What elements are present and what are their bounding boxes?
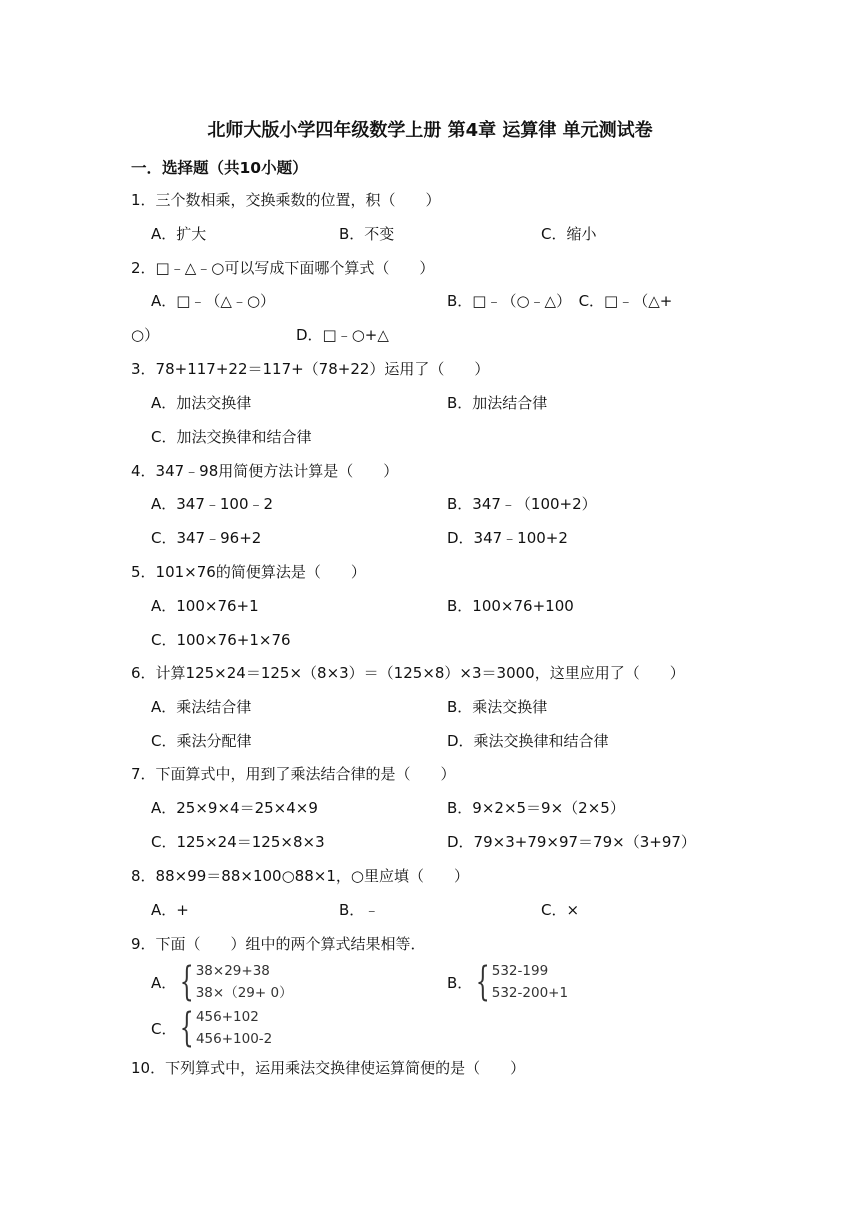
q7-option-b[interactable]: B．9×2×5＝9×（2×5） xyxy=(447,799,625,817)
q2-option-c-continued: ○） xyxy=(131,326,160,344)
q2-option-b-c[interactable]: B．□﹣（○﹣△） C．□﹣（△+ xyxy=(447,292,673,310)
question-5: 5．101×76的简便算法是（ ） xyxy=(131,563,366,581)
q6-option-a[interactable]: A．乘法结合律 xyxy=(151,698,252,716)
question-3: 3．78+117+22＝117+（78+22）运用了（ ） xyxy=(131,360,490,378)
brace-icon: { xyxy=(476,959,491,1005)
q5-option-a[interactable]: A．100×76+1 xyxy=(151,597,259,615)
section-title: 一．选择题（共10小题） xyxy=(131,159,308,177)
question-10: 10．下列算式中，运用乘法交换律使运算简便的是（ ） xyxy=(131,1059,526,1077)
q9-b-expr-1: 532-199 xyxy=(491,963,549,979)
q9-c-expr-1: 456+102 xyxy=(195,1009,259,1025)
q9-option-a[interactable] xyxy=(151,960,293,1004)
brace-icon: { xyxy=(179,959,194,1005)
q5-option-c[interactable]: C．100×76+1×76 xyxy=(151,631,291,649)
q8-option-a[interactable]: A．+ xyxy=(151,901,189,919)
q8-option-b[interactable]: B．﹣ xyxy=(339,901,380,919)
question-4: 4．347﹣98用简便方法计算是（ ） xyxy=(131,462,399,480)
q9-a-expr-2: 38×（29+ 0） xyxy=(195,985,293,1001)
q1-option-a[interactable]: A．扩大 xyxy=(151,225,207,243)
question-2: 2．□﹣△﹣○可以写成下面哪个算式（ ） xyxy=(131,259,435,277)
q9-c-expr-2: 456+100-2 xyxy=(195,1031,273,1047)
q5-option-b[interactable]: B．100×76+100 xyxy=(447,597,574,615)
q2-option-a[interactable]: A．□﹣（△﹣○） xyxy=(151,292,276,310)
q2-option-d[interactable]: D．□﹣○+△ xyxy=(296,326,389,344)
q9-option-c-letter: C． xyxy=(151,1019,177,1038)
question-9: 9．下面（ ）组中的两个算式结果相等． xyxy=(131,935,426,953)
brace-icon: { xyxy=(180,1005,195,1051)
q3-option-b[interactable]: B．加法结合律 xyxy=(447,394,548,412)
question-7: 7．下面算式中，用到了乘法结合律的是（ ） xyxy=(131,765,456,783)
q9-b-expr-2: 532-200+1 xyxy=(491,985,569,1001)
q6-option-d[interactable]: D．乘法交换律和结合律 xyxy=(447,732,609,750)
q6-option-b[interactable]: B．乘法交换律 xyxy=(447,698,548,716)
q9-option-b-letter: B． xyxy=(447,973,473,992)
q3-option-c[interactable]: C．加法交换律和结合律 xyxy=(151,428,312,446)
q9-option-a-letter: A． xyxy=(151,973,177,992)
q8-option-c[interactable]: C．× xyxy=(541,901,580,919)
question-8: 8．88×99＝88×100○88×1，○里应填（ ） xyxy=(131,867,469,885)
q9-option-c[interactable] xyxy=(151,1006,272,1050)
q1-option-c[interactable]: C．缩小 xyxy=(541,225,597,243)
q7-option-c[interactable]: C．125×24＝125×8×3 xyxy=(151,833,325,851)
q1-option-b[interactable]: B．不变 xyxy=(339,225,395,243)
q4-option-c[interactable]: C．347﹣96+2 xyxy=(151,529,262,547)
q4-option-d[interactable]: D．347﹣100+2 xyxy=(447,529,568,547)
question-6: 6．计算125×24＝125×（8×3）＝（125×8）×3＝3000，这里应用了（ ） xyxy=(131,664,685,682)
q9-option-b[interactable] xyxy=(447,960,568,1004)
question-1: 1．三个数相乘，交换乘数的位置，积（ ） xyxy=(131,191,441,209)
q4-option-a[interactable]: A．347﹣100﹣2 xyxy=(151,495,274,513)
q4-option-b[interactable]: B．347﹣（100+2） xyxy=(447,495,597,513)
q3-option-a[interactable]: A．加法交换律 xyxy=(151,394,252,412)
q7-option-a[interactable]: A．25×9×4＝25×4×9 xyxy=(151,799,318,817)
page-title: 北师大版小学四年级数学上册 第4章 运算律 单元测试卷 xyxy=(207,120,653,141)
q6-option-c[interactable]: C．乘法分配律 xyxy=(151,732,252,750)
q7-option-d[interactable]: D．79×3+79×97＝79×（3+97） xyxy=(447,833,696,851)
q9-a-expr-1: 38×29+38 xyxy=(195,963,270,979)
